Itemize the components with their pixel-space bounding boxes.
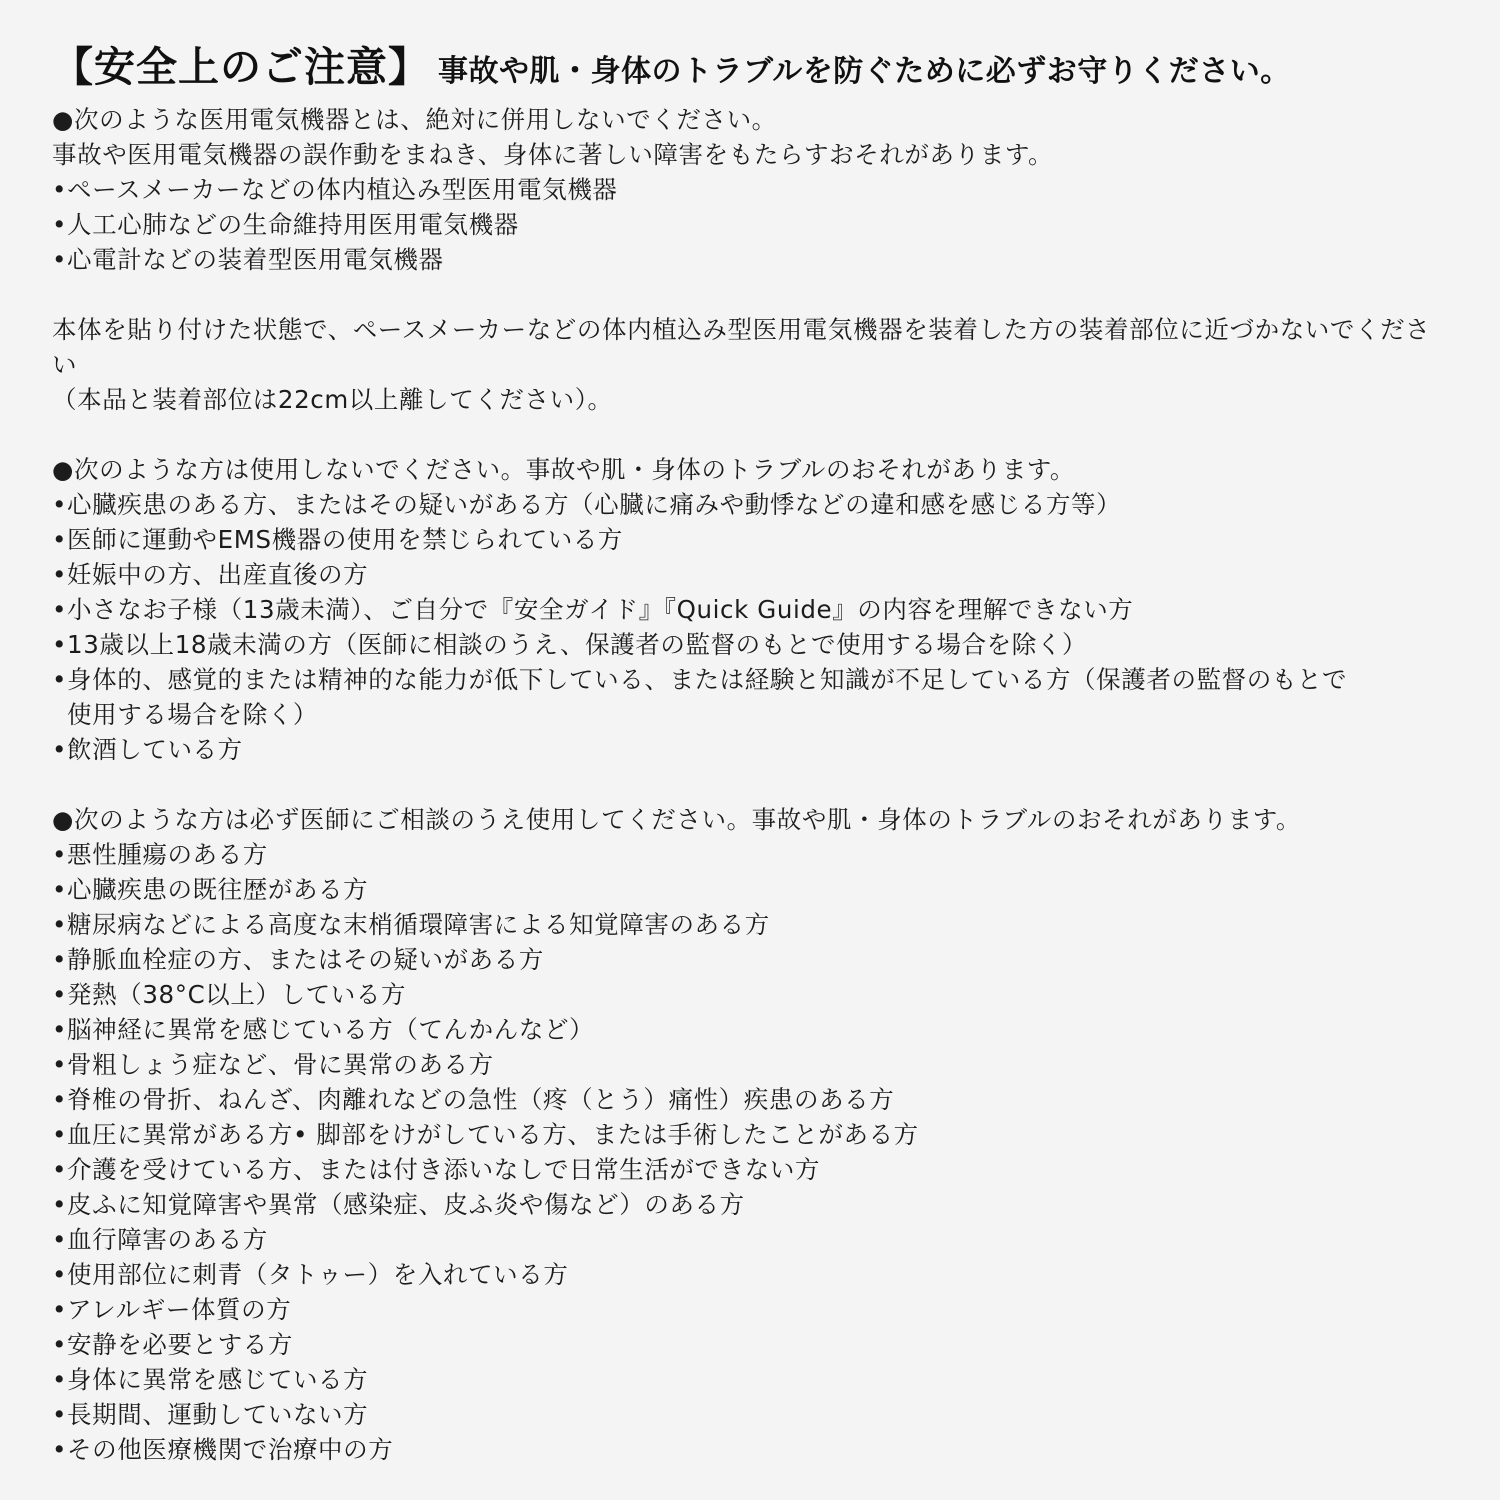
safety-heading: [52, 34, 1452, 90]
list-item: •脊椎の骨折、ねんざ、肉離れなどの急性（疼（とう）痛性）疾患のある方: [52, 1085, 895, 1114]
list-item: •身体に異常を感じている方: [52, 1365, 369, 1394]
list-item: •使用部位に刺青（タトゥー）を入れている方: [52, 1260, 569, 1289]
spacer: [52, 417, 1452, 452]
list-item: •ペースメーカーなどの体内植込み型医用電気機器: [52, 175, 618, 204]
section1-lead: ●次のような医用電気機器とは、絶対に併用しないでください。: [52, 105, 777, 134]
list-item: •安静を必要とする方: [52, 1330, 293, 1359]
list-item: •医師に運動やEMS機器の使用を禁じられている方: [52, 525, 624, 554]
spacer: [52, 767, 1452, 802]
list-item: •介護を受けている方、または付き添いなしで日常生活ができない方: [52, 1155, 821, 1184]
list-item: •心電計などの装着型医用電気機器: [52, 245, 444, 274]
list-item: •血行障害のある方: [52, 1225, 268, 1254]
section1-reason: 事故や医用電気機器の誤作動をまねき、身体に著しい障害をもたらすおそれがあります。: [52, 140, 1054, 169]
list-item: •その他医療機関で治療中の方: [52, 1435, 394, 1464]
list-item: •糖尿病などによる高度な末梢循環障害による知覚障害のある方: [52, 910, 770, 939]
list-item: •身体的、感覚的または精神的な能力が低下している、または経験と知識が不足している方（保護者の監督のもとで: [52, 665, 1348, 694]
list-item: •血圧に異常がある方• 脚部をけがしている方、または手術したことがある方: [52, 1120, 919, 1149]
spacer: [52, 277, 1452, 312]
list-item: •妊娠中の方、出産直後の方: [52, 560, 369, 589]
list-item: •飲酒している方: [52, 735, 243, 764]
list-item: •長期間、運動していない方: [52, 1400, 369, 1429]
safety-heading-subtitle: 事故や肌・身体のトラブルを防ぐために必ずお守りください。: [438, 54, 1291, 89]
list-item: •人工心肺などの生命維持用医用電気機器: [52, 210, 519, 239]
list-item: •骨粗しょう症など、骨に異常のある方: [52, 1050, 494, 1079]
list-item: •心臓疾患の既往歴がある方: [52, 875, 369, 904]
safety-heading-title: 【安全上のご注意】: [52, 43, 430, 91]
section2-lead: ●次のような方は使用しないでください。事故や肌・身体のトラブルのおそれがあります。: [52, 455, 1076, 484]
list-item: •心臓疾患のある方、またはその疑いがある方（心臓に痛みや動悸などの違和感を感じる方等）: [52, 490, 1122, 519]
list-item: •悪性腫瘍のある方: [52, 840, 268, 869]
list-item-continuation: 使用する場合を除く）: [67, 700, 318, 729]
list-item: •アレルギー体質の方: [52, 1295, 292, 1324]
safety-notice-page: [52, 34, 1452, 1467]
list-item: •脳神経に異常を感じている方（てんかんなど）: [52, 1015, 595, 1044]
safety-body: [52, 102, 1452, 1467]
list-item: •小さなお子様（13歳未満）、ご自分で『安全ガイド』『Quick Guide』の内容を理解できない方: [52, 595, 1134, 624]
list-item: •13歳以上18歳未満の方（医師に相談のうえ、保護者の監督のもとで使用する場合を除く）: [52, 630, 1088, 659]
list-item: •静脈血栓症の方、またはその疑いがある方: [52, 945, 544, 974]
implant-distance-note-detail: （本品と装着部位は22cm以上離してください）。: [52, 385, 613, 414]
section3-lead: ●次のような方は必ず医師にご相談のうえ使用してください。事故や肌・身体のトラブルのおそれがあります。: [52, 805, 1301, 834]
implant-distance-note: 本体を貼り付けた状態で、ペースメーカーなどの体内植込み型医用電気機器を装着した方の装着部位に近づかないでください: [52, 315, 1431, 379]
list-item: •皮ふに知覚障害や異常（感染症、皮ふ炎や傷など）のある方: [52, 1190, 745, 1219]
list-item: •発熱（38°C以上）している方: [52, 980, 407, 1009]
